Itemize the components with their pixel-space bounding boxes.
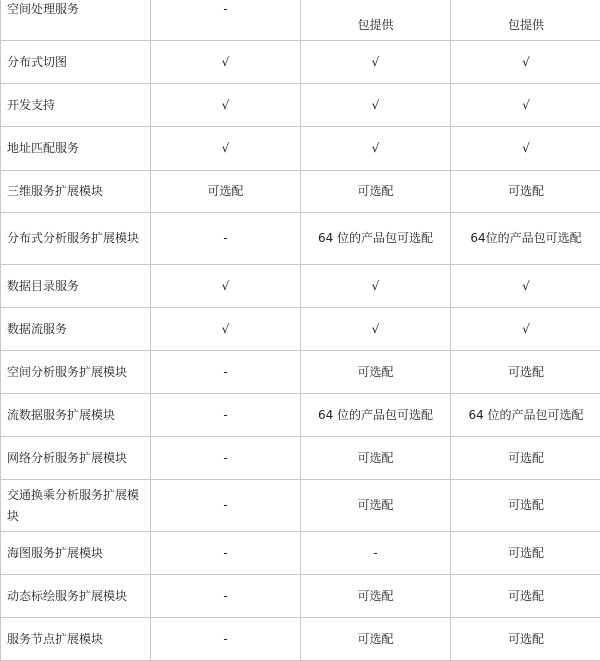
edition-2-value: √ — [301, 84, 451, 127]
feature-name: 海图服务扩展模块 — [1, 532, 151, 575]
feature-name: 开发支持 — [1, 84, 151, 127]
edition-2-value: 可选配 — [301, 575, 451, 618]
edition-1-value: √ — [151, 127, 301, 171]
feature-name: 空间处理服务 — [1, 0, 151, 41]
edition-1-value: 可选配 — [151, 171, 301, 213]
feature-name: 分布式切图 — [1, 41, 151, 84]
edition-1-value: √ — [151, 41, 301, 84]
edition-3-value: 包提供 — [451, 0, 600, 41]
feature-name: 流数据服务扩展模块 — [1, 394, 151, 437]
edition-1-value: - — [151, 480, 301, 532]
feature-name: 数据流服务 — [1, 308, 151, 351]
edition-2-value: 可选配 — [301, 351, 451, 394]
edition-3-value: 64 位的产品包可选配 — [451, 394, 600, 437]
edition-2-value: 64 位的产品包可选配 — [301, 394, 451, 437]
edition-2-value: √ — [301, 265, 451, 308]
edition-2-value: 可选配 — [301, 618, 451, 661]
table-row — [1, 480, 600, 532]
table-row — [1, 0, 600, 41]
table-row — [1, 84, 600, 127]
edition-3-value: √ — [451, 41, 600, 84]
edition-2-value: √ — [301, 127, 451, 171]
edition-1-value: √ — [151, 265, 301, 308]
feature-name: 分布式分析服务扩展模块 — [1, 213, 151, 265]
feature-name: 地址匹配服务 — [1, 127, 151, 171]
feature-name: 服务节点扩展模块 — [1, 618, 151, 661]
edition-1-value: - — [151, 394, 301, 437]
edition-3-value: 可选配 — [451, 575, 600, 618]
edition-1-value: √ — [151, 308, 301, 351]
edition-3-value: 可选配 — [451, 351, 600, 394]
table-row — [1, 127, 600, 171]
feature-name: 交通换乘分析服务扩展模块 — [1, 480, 151, 532]
edition-2-value: 包提供 — [301, 0, 451, 41]
edition-3-value: √ — [451, 127, 600, 171]
feature-name: 数据目录服务 — [1, 265, 151, 308]
table-row — [1, 351, 600, 394]
edition-1-value: - — [151, 437, 301, 480]
edition-3-value: 可选配 — [451, 171, 600, 213]
feature-name: 空间分析服务扩展模块 — [1, 351, 151, 394]
feature-name: 三维服务扩展模块 — [1, 171, 151, 213]
feature-name: 动态标绘服务扩展模块 — [1, 575, 151, 618]
table-row — [1, 213, 600, 265]
edition-1-value: - — [151, 618, 301, 661]
edition-2-value: 可选配 — [301, 171, 451, 213]
table-row — [1, 171, 600, 213]
table-row — [1, 41, 600, 84]
edition-1-value: - — [151, 351, 301, 394]
edition-3-value: 可选配 — [451, 532, 600, 575]
edition-2-value: 64 位的产品包可选配 — [301, 213, 451, 265]
edition-1-value: √ — [151, 84, 301, 127]
edition-3-value: 可选配 — [451, 437, 600, 480]
feature-name: 网络分析服务扩展模块 — [1, 437, 151, 480]
table-row — [1, 532, 600, 575]
edition-2-value: - — [301, 532, 451, 575]
edition-1-value: - — [151, 0, 301, 41]
table-row — [1, 394, 600, 437]
edition-1-value: - — [151, 213, 301, 265]
edition-1-value: - — [151, 575, 301, 618]
table-row — [1, 618, 600, 661]
edition-1-value: - — [151, 532, 301, 575]
table-row — [1, 575, 600, 618]
edition-3-value: 可选配 — [451, 480, 600, 532]
table-row — [1, 437, 600, 480]
edition-2-value: √ — [301, 41, 451, 84]
edition-3-value: √ — [451, 265, 600, 308]
edition-3-value: 可选配 — [451, 618, 600, 661]
edition-3-value: √ — [451, 84, 600, 127]
table-row — [1, 308, 600, 351]
table-row — [1, 265, 600, 308]
edition-3-value: √ — [451, 308, 600, 351]
edition-2-value: √ — [301, 308, 451, 351]
edition-3-value: 64位的产品包可选配 — [451, 213, 600, 265]
edition-2-value: 可选配 — [301, 480, 451, 532]
edition-2-value: 可选配 — [301, 437, 451, 480]
